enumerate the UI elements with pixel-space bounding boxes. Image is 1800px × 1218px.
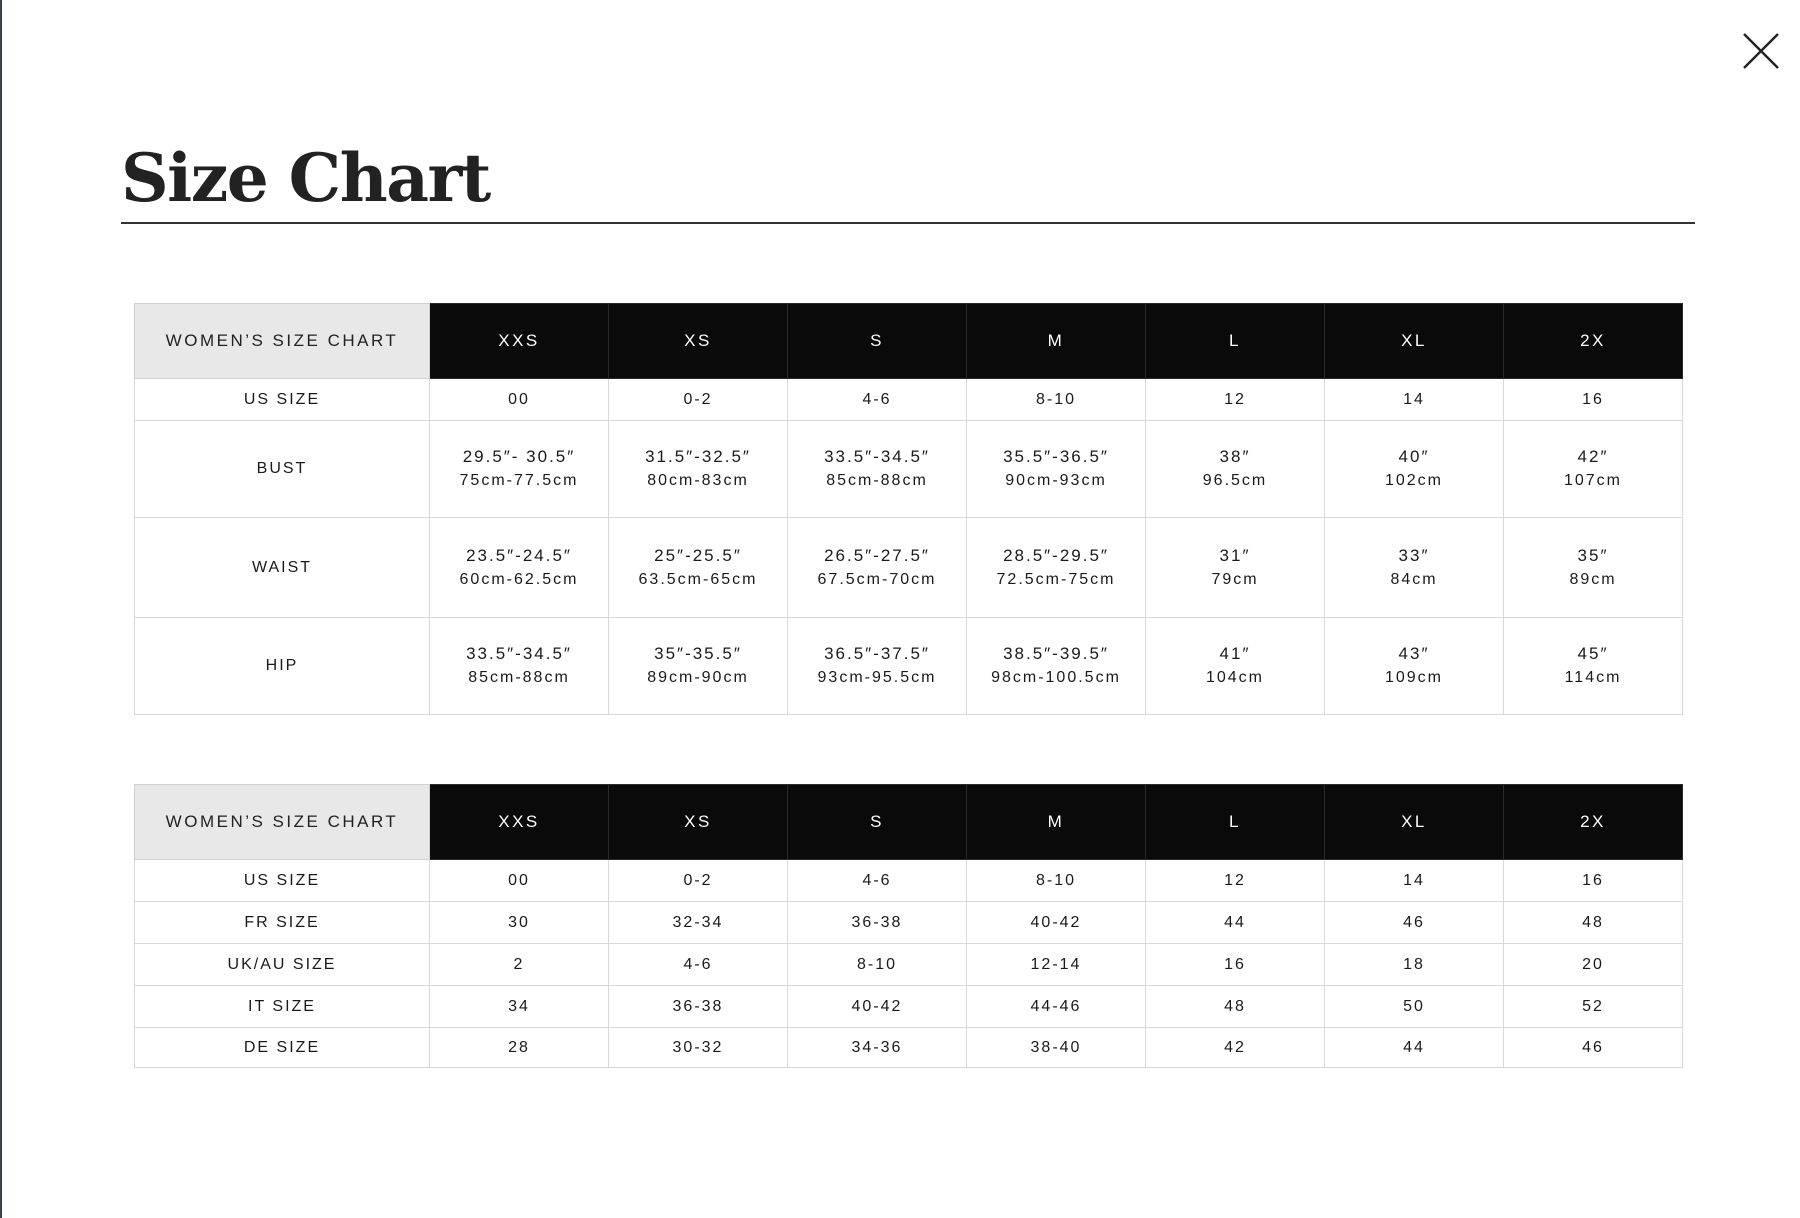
row-label: HIP — [135, 618, 430, 715]
cm-value: 102cm — [1384, 472, 1444, 489]
table-cell — [430, 518, 609, 618]
table-row-bust — [135, 421, 1683, 518]
table-cell — [967, 518, 1146, 618]
size-header: L — [1146, 304, 1325, 379]
row-label: IT SIZE — [135, 986, 430, 1028]
table-cell — [1325, 421, 1504, 518]
measurements-table — [134, 303, 1683, 715]
table-cell: 12 — [1146, 860, 1325, 902]
cm-value: 67.5cm-70cm — [817, 570, 937, 588]
size-header: XS — [609, 785, 788, 860]
table-cell — [967, 618, 1146, 715]
table-cell — [967, 421, 1146, 518]
inch-value: 40″ — [1398, 447, 1430, 466]
conversion-table — [134, 784, 1683, 1068]
cm-value: 60cm-62.5cm — [459, 570, 579, 588]
table-row-waist — [135, 518, 1683, 618]
table-cell: 40-42 — [967, 902, 1146, 944]
table-cell: 0-2 — [609, 379, 788, 421]
size-header: M — [967, 785, 1146, 860]
table-cell: 4-6 — [788, 860, 967, 902]
table-row-fr-size — [135, 902, 1683, 944]
table-cell — [1504, 618, 1683, 715]
table-cell: 16 — [1504, 379, 1683, 421]
row-label: BUST — [135, 421, 430, 518]
table-cell: 8-10 — [788, 944, 967, 986]
cm-value: 85cm-88cm — [468, 669, 570, 686]
close-button[interactable] — [1738, 28, 1784, 74]
row-label: DE SIZE — [135, 1028, 430, 1068]
table-row-uk-au-size — [135, 944, 1683, 986]
cm-value: 63.5cm-65cm — [638, 570, 758, 588]
table-cell: 0-2 — [609, 860, 788, 902]
table-cell: 12 — [1146, 379, 1325, 421]
cm-value: 79cm — [1211, 570, 1259, 588]
table-cell: 00 — [430, 379, 609, 421]
inch-value: 35″ — [1577, 545, 1609, 565]
inch-value: 33″ — [1398, 545, 1430, 565]
table-cell — [1146, 518, 1325, 618]
table-cell: 46 — [1504, 1028, 1683, 1068]
inch-value: 33.5″-34.5″ — [466, 644, 572, 663]
table-cell: 16 — [1146, 944, 1325, 986]
table-cell — [788, 518, 967, 618]
inch-value: 42″ — [1577, 447, 1609, 466]
inch-value: 36.5″-37.5″ — [824, 644, 930, 663]
inch-value: 38.5″-39.5″ — [1003, 644, 1109, 663]
backdrop-edge — [0, 0, 2, 1218]
cm-value: 80cm-83cm — [647, 472, 749, 489]
row-label: UK/AU SIZE — [135, 944, 430, 986]
table-cell: 8-10 — [967, 860, 1146, 902]
size-header: S — [788, 785, 967, 860]
inch-value: 29.5″- 30.5″ — [462, 447, 576, 466]
table-corner-label: WOMEN’S SIZE CHART — [135, 304, 430, 379]
inch-value: 23.5″-24.5″ — [466, 545, 572, 565]
table-cell: 36-38 — [788, 902, 967, 944]
table-cell: 12-14 — [967, 944, 1146, 986]
cm-value: 85cm-88cm — [826, 472, 928, 489]
size-header: XL — [1325, 785, 1504, 860]
inch-value: 43″ — [1398, 644, 1430, 663]
table-cell: 00 — [430, 860, 609, 902]
size-header: 2X — [1504, 304, 1683, 379]
table-row-hip — [135, 618, 1683, 715]
cm-value: 84cm — [1390, 570, 1438, 588]
table-cell: 48 — [1146, 986, 1325, 1028]
table-cell — [1504, 518, 1683, 618]
table-cell: 14 — [1325, 860, 1504, 902]
size-header: XS — [609, 304, 788, 379]
table-cell — [609, 421, 788, 518]
table-header-row — [135, 785, 1683, 860]
table-cell: 32-34 — [609, 902, 788, 944]
table-cell: 4-6 — [609, 944, 788, 986]
row-label: WAIST — [135, 518, 430, 618]
page-title: Size Chart — [121, 139, 490, 217]
cm-value: 89cm — [1569, 570, 1617, 588]
cm-value: 93cm-95.5cm — [817, 669, 937, 686]
table-cell: 4-6 — [788, 379, 967, 421]
table-cell: 46 — [1325, 902, 1504, 944]
table-cell: 18 — [1325, 944, 1504, 986]
table-cell: 42 — [1146, 1028, 1325, 1068]
inch-value: 28.5″-29.5″ — [1003, 545, 1109, 565]
row-label: FR SIZE — [135, 902, 430, 944]
inch-value: 25″-25.5″ — [654, 545, 742, 565]
size-header: L — [1146, 785, 1325, 860]
table-cell — [1325, 618, 1504, 715]
table-cell — [1146, 421, 1325, 518]
table-cell: 16 — [1504, 860, 1683, 902]
inch-value: 41″ — [1219, 644, 1251, 663]
table-cell: 20 — [1504, 944, 1683, 986]
cm-value: 96.5cm — [1202, 472, 1268, 489]
table-cell — [1325, 518, 1504, 618]
table-cell: 34-36 — [788, 1028, 967, 1068]
inch-value: 38″ — [1219, 447, 1251, 466]
title-divider — [121, 222, 1695, 224]
table-cell: 50 — [1325, 986, 1504, 1028]
size-header: M — [967, 304, 1146, 379]
cm-value: 72.5cm-75cm — [996, 570, 1116, 588]
close-icon — [1738, 28, 1784, 74]
table-cell: 44 — [1146, 902, 1325, 944]
cm-value: 90cm-93cm — [1005, 472, 1107, 489]
cm-value: 75cm-77.5cm — [459, 472, 579, 489]
size-header: S — [788, 304, 967, 379]
cm-value: 89cm-90cm — [647, 669, 749, 686]
table-cell — [1504, 421, 1683, 518]
inch-value: 31″ — [1219, 545, 1251, 565]
table-cell — [430, 618, 609, 715]
table-cell: 44-46 — [967, 986, 1146, 1028]
table-cell: 30-32 — [609, 1028, 788, 1068]
size-header: XXS — [430, 785, 609, 860]
cm-value: 98cm-100.5cm — [991, 669, 1121, 686]
table-cell: 8-10 — [967, 379, 1146, 421]
table-cell: 48 — [1504, 902, 1683, 944]
table-cell — [788, 618, 967, 715]
table-row-it-size — [135, 986, 1683, 1028]
inch-value: 26.5″-27.5″ — [824, 545, 930, 565]
table-cell: 14 — [1325, 379, 1504, 421]
row-label: US SIZE — [135, 379, 430, 421]
cm-value: 114cm — [1564, 669, 1622, 686]
table-cell — [609, 518, 788, 618]
table-cell: 34 — [430, 986, 609, 1028]
table-cell: 30 — [430, 902, 609, 944]
inch-value: 31.5″-32.5″ — [645, 447, 751, 466]
table-cell: 2 — [430, 944, 609, 986]
cm-value: 104cm — [1205, 669, 1265, 686]
size-header: XL — [1325, 304, 1504, 379]
row-label: US SIZE — [135, 860, 430, 902]
table-header-row — [135, 304, 1683, 379]
table-row-us-size — [135, 860, 1683, 902]
table-cell: 40-42 — [788, 986, 967, 1028]
table-cell: 36-38 — [609, 986, 788, 1028]
table-cell: 52 — [1504, 986, 1683, 1028]
cm-value: 107cm — [1563, 472, 1623, 489]
table-cell — [788, 421, 967, 518]
inch-value: 35″-35.5″ — [654, 644, 742, 663]
size-header: XXS — [430, 304, 609, 379]
table-cell — [430, 421, 609, 518]
table-cell — [1146, 618, 1325, 715]
inch-value: 33.5″-34.5″ — [824, 447, 930, 466]
inch-value: 35.5″-36.5″ — [1003, 447, 1109, 466]
table-cell: 38-40 — [967, 1028, 1146, 1068]
table-corner-label: WOMEN’S SIZE CHART — [135, 785, 430, 860]
cm-value: 109cm — [1384, 669, 1444, 686]
table-cell: 28 — [430, 1028, 609, 1068]
table-row-us-size — [135, 379, 1683, 421]
inch-value: 45″ — [1577, 644, 1609, 663]
size-header: 2X — [1504, 785, 1683, 860]
table-row-de-size — [135, 1028, 1683, 1068]
table-cell — [609, 618, 788, 715]
table-cell: 44 — [1325, 1028, 1504, 1068]
